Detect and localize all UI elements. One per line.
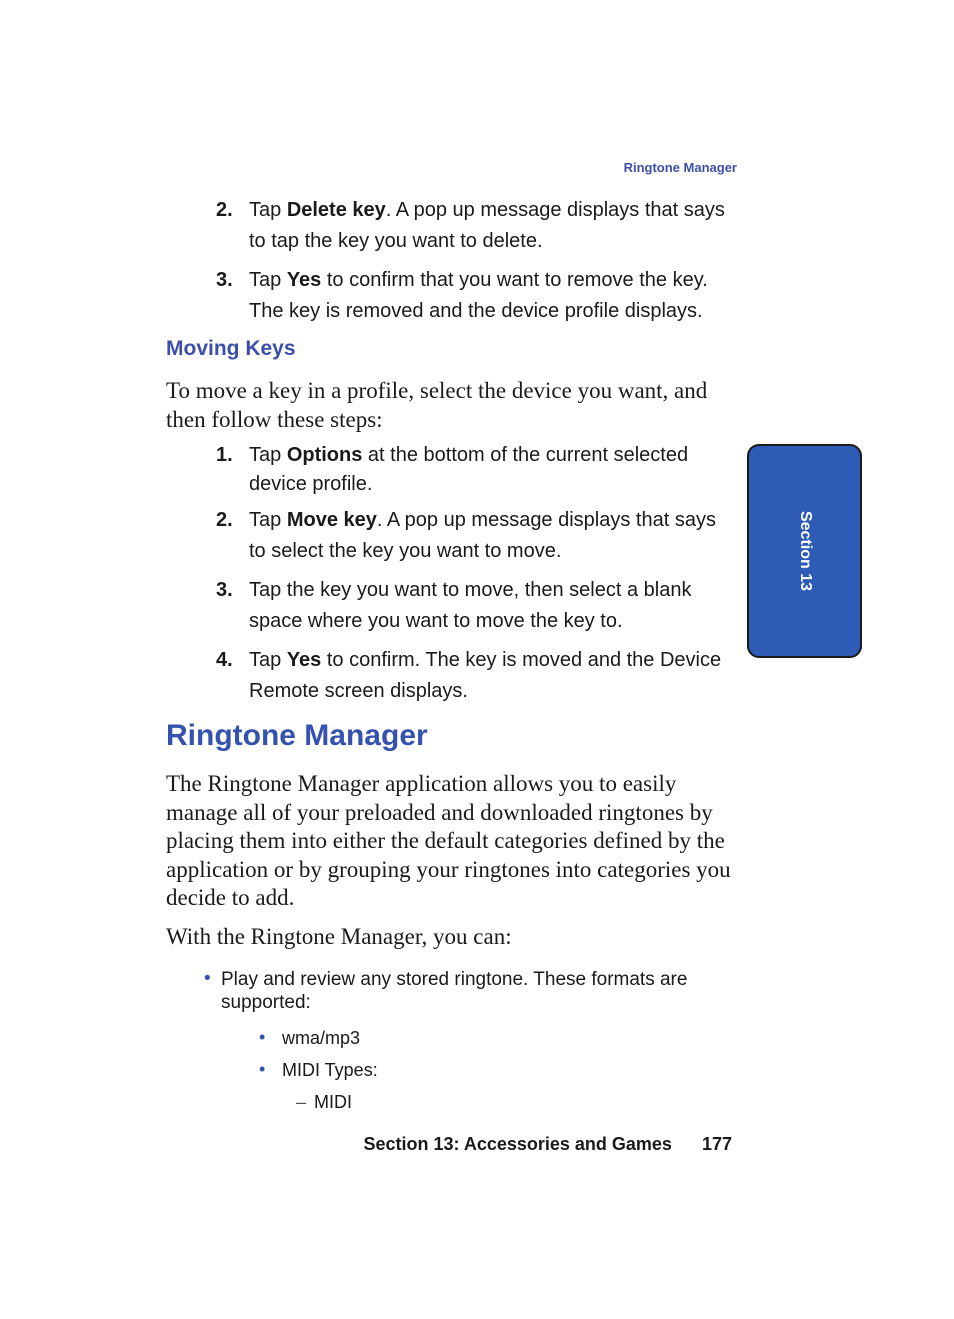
moving-keys-heading: Moving Keys [166,337,296,360]
step-item [216,645,736,707]
bullet-icon: • [259,1027,266,1047]
step-text: Tap the key you want to move, then select a blank space where you want to move the key to. [249,579,692,632]
step-number: 1. [216,444,233,466]
sub-list-item-text: MIDI Types: [282,1060,378,1080]
step-number: 3. [216,579,233,601]
dash-icon: – [296,1092,307,1112]
step-text: Tap Move key. A pop up message displays that says to select the key you want to move. [249,509,716,562]
ringtone-manager-description: The Ringtone Manager application allows you to easily manage all of your preloaded and downloaded ringtones by placing them into either the default categories defined by the application or by grouping your ringtones into categories you decide to add. [166,771,731,910]
step-item [216,195,736,257]
step-item [216,505,736,567]
dash-list-item [296,1092,352,1113]
step-text: Tap Yes to confirm. The key is moved and the Device Remote screen displays. [249,649,722,702]
moving-keys-intro: To move a key in a profile, select the device you want, and then follow these steps: [166,378,708,432]
page-footer [360,1134,732,1155]
bullet-icon: • [204,968,211,989]
step-item [216,441,736,499]
page-number: 177 [701,1134,732,1154]
ringtone-manager-lead-in: With the Ringtone Manager, you can: [166,924,512,949]
sub-list-item [259,1059,378,1081]
sub-list-item [259,1027,360,1049]
dash-list-item-text: MIDI [314,1092,353,1112]
step-item [216,575,736,637]
section-title: Ringtone Manager [166,719,428,752]
step-item [216,265,736,327]
step-text: Tap Delete key. A pop up message displays that says to tap the key you want to delete. [249,199,725,252]
list-item-text: Play and review any stored ringtone. These formats are supported: [221,969,688,1013]
step-number: 2. [216,509,233,531]
section-tab-label: Section 13 [796,510,814,592]
step-text: Tap Options at the bottom of the current selected device profile. [249,444,689,495]
sub-list-item-text: wma/mp3 [282,1028,361,1048]
step-text: Tap Yes to confirm that you want to remove the key. The key is removed and the device profile displays. [249,269,708,322]
footer-section-label: Section 13: Accessories and Games [363,1134,672,1154]
list-item [204,968,724,1014]
bullet-icon: • [259,1059,266,1079]
step-number: 3. [216,269,233,291]
section-tab [747,444,862,658]
running-header: Ringtone Manager [623,160,737,175]
step-number: 2. [216,199,233,221]
step-number: 4. [216,649,233,671]
